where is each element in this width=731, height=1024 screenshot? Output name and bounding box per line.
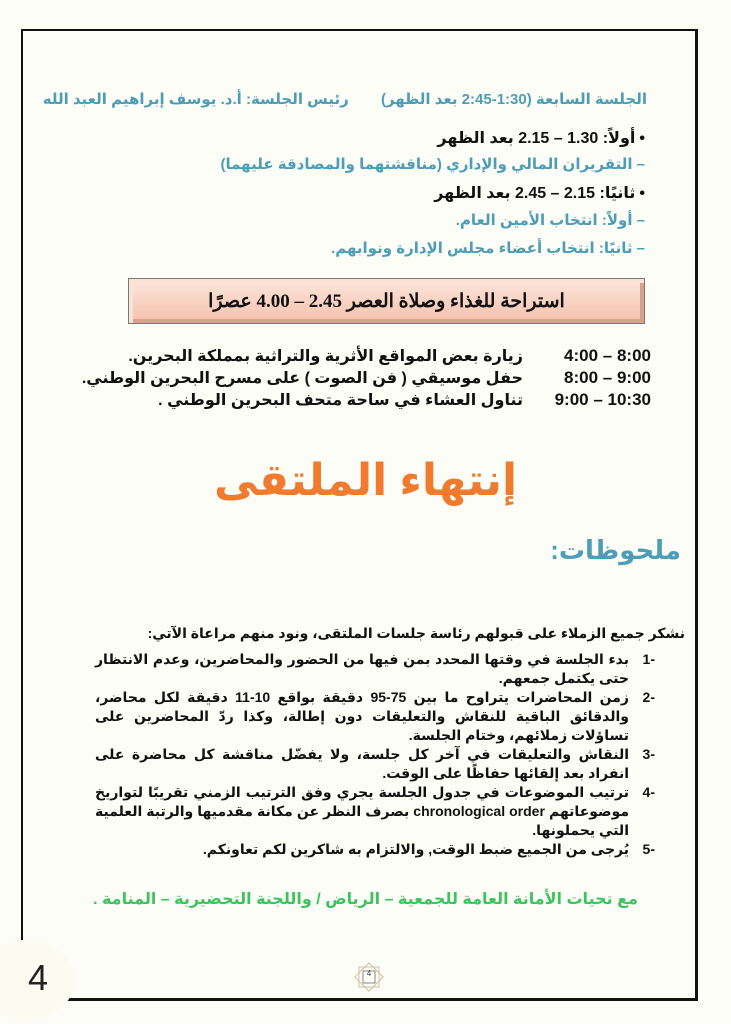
list-item [95,783,655,840]
list-item [95,688,655,745]
list-item [95,840,655,859]
break-box: استراحة للغذاء وصلاة العصر 2.45 – 4.00 عصرًا [128,278,645,324]
agenda-bullet: • أولاً: 1.30 – 2.15 بعد الظهر [437,128,645,148]
evening-schedule [82,345,651,411]
item-number: -3 [642,746,655,762]
schedule-time: 4:00 – 8:00 [564,346,651,365]
session-title: الجلسة السابعة (1:30-2:45 بعد الظهر) [380,91,647,108]
item-number: -2 [642,689,655,705]
agenda-bullet: • ثانيًا: 2.15 – 2.45 بعد الظهر [434,183,645,203]
item-number: -5 [642,841,655,857]
item-number: -4 [642,784,655,800]
agenda-sub: – التقريران المالي والإداري (مناقشتهما والمصادقة عليهما) [220,156,645,173]
item-text: بدء الجلسة في وقتها المحدد بمن فيها من الحضور والمحاضرين، وعدم الانتظار حتى يكتمل جمعهم. [95,651,629,686]
footer-page-number: 4 [366,969,372,978]
schedule-activity: تناول العشاء في ساحة متحف البحرين الوطني . [158,392,523,409]
page-number: 4 [28,957,49,998]
notes-intro: نشكر جميع الزملاء على قبولهم رئاسة جلسات الملتقى، ونود منهم مراعاة الآتي: [147,625,685,641]
item-text: النقاش والتعليقات في آخر كل جلسة، ولا يفضّل مناقشة كل محاضرة على انفراد بعد إلقائها حفاظًا على الوقت. [95,746,629,781]
schedule-row [82,367,651,389]
item-number: -1 [642,651,655,667]
schedule-activity: حفل موسيقي ( فن الصوت ) على مسرح البحرين الوطني. [81,370,523,387]
schedule-row [82,389,651,411]
session-header [43,90,647,108]
list-item [95,745,655,783]
schedule-row [82,345,651,367]
closing-note: مع تحيات الأمانة العامة للجمعية – الرياض / واللجنة التحضيرية – المنامة . [93,891,638,908]
notes-list [95,650,655,859]
schedule-activity: زيارة بعض المواقع الأثرية والتراثية بمملكة البحرين. [128,348,523,365]
chair-name: أ.د. يوسف إبراهيم العبد الله [42,91,242,108]
list-item [95,650,655,688]
star-emblem-icon [352,960,386,994]
end-title: إنتهاء الملتقى [213,456,518,505]
agenda-sub: – ثانيًا: انتخاب أعضاء مجلس الإدارة ونوابهم. [331,240,645,257]
chair-label: رئيس الجلسة: [245,91,349,108]
item-text: زمن المحاضرات يتراوح ما بين 75-95 دقيقة بواقع 10-11 دقيقة لكل محاضر، والدقائق الباقية للنقاش والتعليقات دون إطالة، وكذا ردّ المحاضرين على تساؤلات زملائهم، وختام الجلسة. [95,689,629,743]
schedule-time: 8:00 – 9:00 [564,368,651,387]
agenda-sub: – أولاً: انتخاب الأمين العام. [455,212,645,229]
schedule-time: 9:00 – 10:30 [554,390,651,409]
notes-title: ملحوظات: [550,535,681,565]
item-text: ترتيب الموضوعات في جدول الجلسة يجري وفق الترتيب الزمني تقريبًا لتواريخ موضوعاتهم chronological order بصرف النظر عن مكانة مقدميها والرتبة العلمية التي يحملونها. [95,784,630,838]
item-text: يُرجى من الجميع ضبط الوقت, والالتزام به شاكرين لكم تعاونكم. [202,841,629,857]
